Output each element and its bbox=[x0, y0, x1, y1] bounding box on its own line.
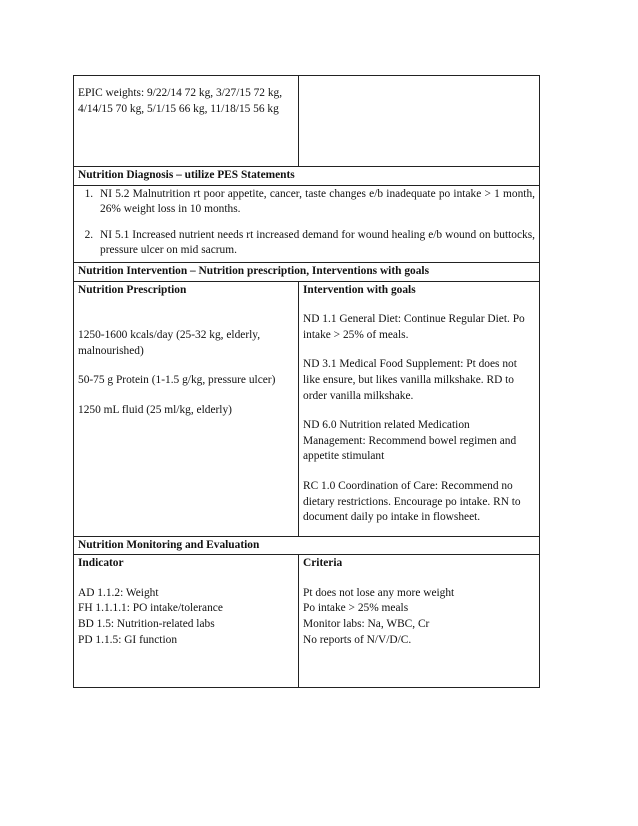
intervention-row bbox=[74, 281, 540, 536]
indicator-item: PD 1.1.5: GI function bbox=[78, 633, 178, 646]
intervention-heading: Nutrition Intervention – Nutrition prescription, Interventions with goals bbox=[74, 262, 540, 281]
epic-weights-text: EPIC weights: 9/22/14 72 kg, 3/27/15 72 kg, 4/14/15 70 kg, 5/1/15 66 kg, 11/18/15 56 kg bbox=[78, 87, 283, 115]
goal-item: ND 3.1 Medical Food Supplement: Pt does not like ensure, but likes vanilla milkshake. RD to order vanilla milkshake. bbox=[303, 358, 517, 402]
prescription-heading: Nutrition Prescription bbox=[78, 283, 187, 296]
criteria-item: No reports of N/V/D/C. bbox=[303, 633, 412, 646]
prescription-item: 1250 mL fluid (25 ml/kg, elderly) bbox=[78, 403, 232, 416]
prescription-item: 50-75 g Protein (1-1.5 g/kg, pressure ulcer) bbox=[78, 374, 276, 387]
criteria-cell bbox=[299, 555, 540, 688]
prescription-item: 1250-1600 kcals/day (25-32 kg, elderly, malnourished) bbox=[78, 329, 261, 357]
epic-empty-cell bbox=[299, 76, 540, 167]
goal-item: ND 6.0 Nutrition related Medication Management: Recommend bowel regimen and appetite stimulant bbox=[303, 419, 517, 463]
goal-item: ND 1.1 General Diet: Continue Regular Diet. Po intake > 25% of meals. bbox=[303, 313, 525, 341]
indicator-cell bbox=[74, 555, 299, 688]
nutrition-care-table bbox=[73, 75, 540, 688]
monitoring-row bbox=[74, 555, 540, 688]
diagnosis-list bbox=[78, 187, 535, 259]
prescription-cell bbox=[74, 281, 299, 536]
monitoring-heading-row bbox=[74, 536, 540, 555]
intervention-heading-row bbox=[74, 262, 540, 281]
criteria-item: Pt does not lose any more weight bbox=[303, 586, 455, 599]
diagnosis-heading-row bbox=[74, 167, 540, 186]
diagnosis-item: 1. NI 5.2 Malnutrition rt poor appetite, cancer, taste changes e/b inadequate po intake > 1 month, 26% weight loss in 10 months. bbox=[96, 187, 535, 218]
diagnosis-items-cell bbox=[74, 185, 540, 262]
monitoring-heading: Nutrition Monitoring and Evaluation bbox=[74, 536, 540, 555]
indicator-heading: Indicator bbox=[78, 557, 124, 570]
goals-cell bbox=[299, 281, 540, 536]
goal-item: RC 1.0 Coordination of Care: Recommend no dietary restrictions. Encourage po intake. RN to document daily po intake in flowsheet. bbox=[303, 479, 521, 524]
criteria-item: Monitor labs: Na, WBC, Cr bbox=[303, 617, 430, 630]
criteria-item: Po intake > 25% meals bbox=[303, 602, 409, 615]
diagnosis-item: 2. NI 5.1 Increased nutrient needs rt increased demand for wound healing e/b wound on buttocks, pressure ulcer on mid sacrum. bbox=[96, 228, 535, 259]
indicator-item: BD 1.5: Nutrition-related labs bbox=[78, 617, 215, 630]
diagnosis-heading: Nutrition Diagnosis – utilize PES Statements bbox=[74, 167, 540, 186]
indicator-item: AD 1.1.2: Weight bbox=[78, 586, 159, 599]
criteria-heading: Criteria bbox=[303, 557, 343, 570]
indicator-item: FH 1.1.1.1: PO intake/tolerance bbox=[78, 602, 223, 615]
diagnosis-items-row bbox=[74, 185, 540, 262]
epic-weights-row bbox=[74, 76, 540, 167]
goals-heading: Intervention with goals bbox=[303, 283, 416, 296]
epic-weights-cell bbox=[74, 76, 299, 167]
